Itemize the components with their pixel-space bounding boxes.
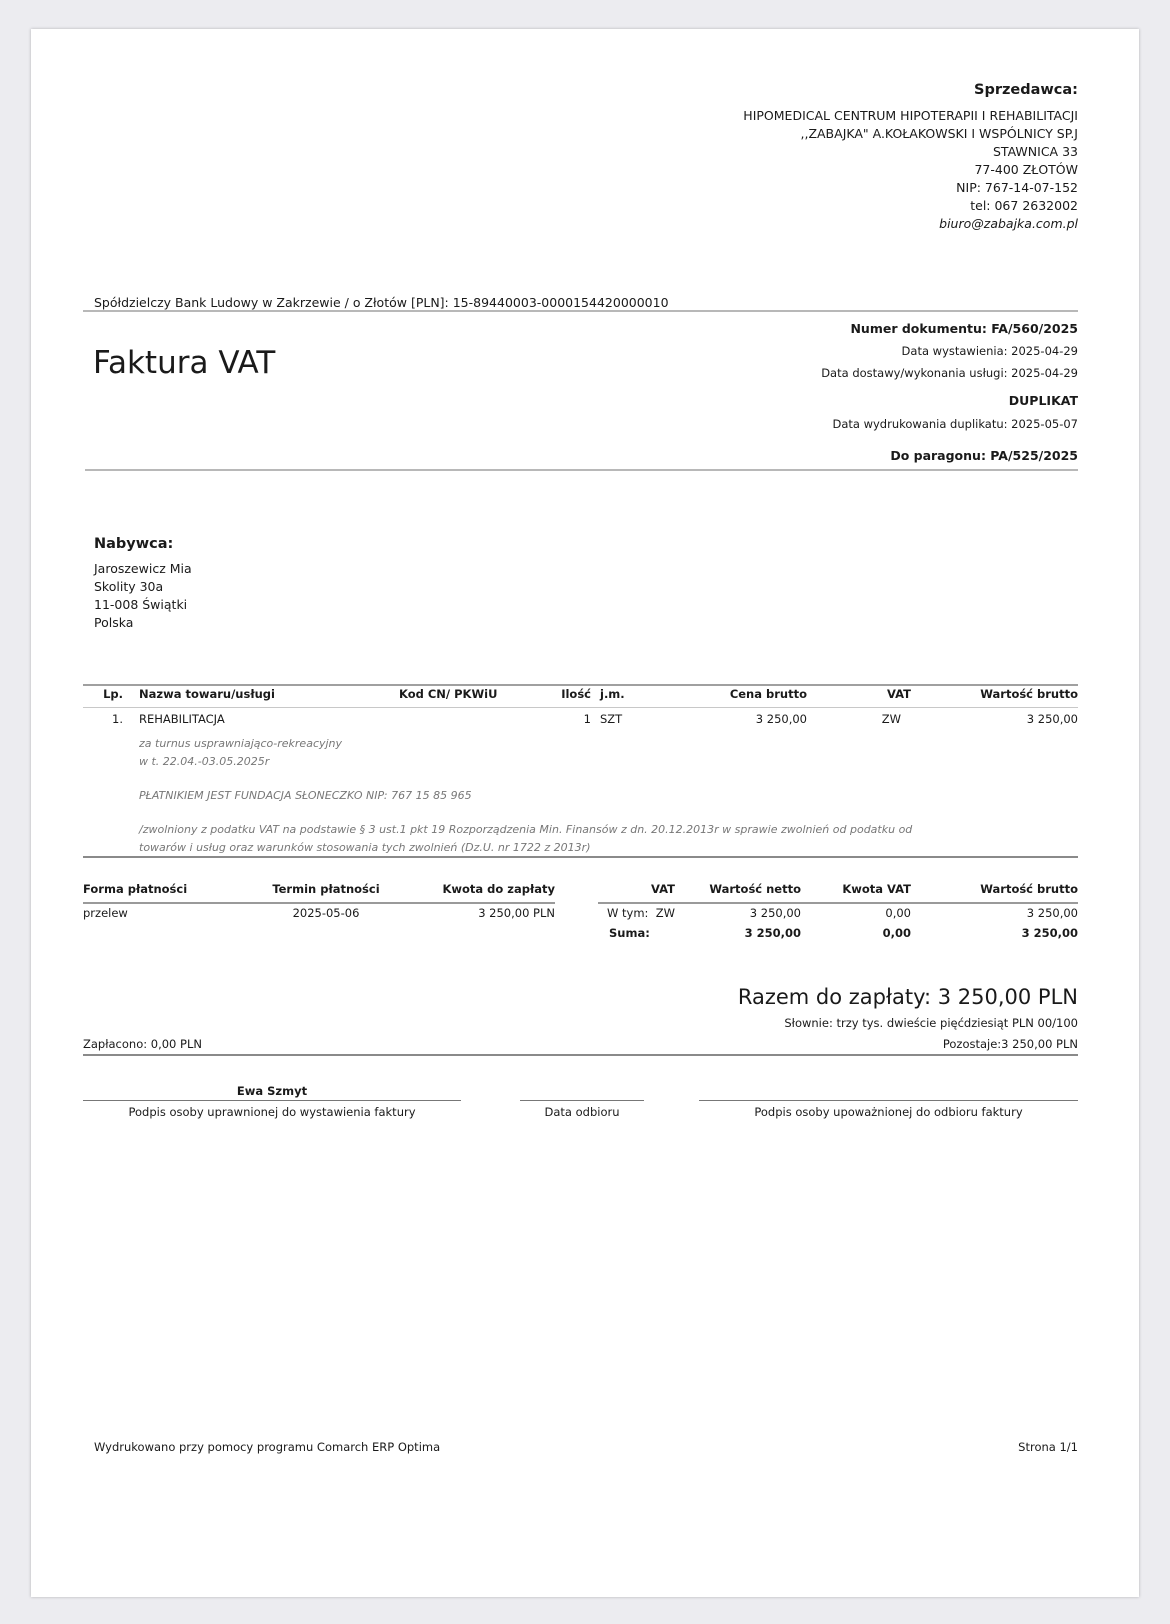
vat-sum-gross: 3 250,00: [1021, 926, 1078, 940]
issuer-name: Ewa Szmyt: [236, 1084, 308, 1098]
item-unit: SZT: [600, 712, 623, 726]
table-top-rule: [83, 684, 1078, 686]
vat-row-label: W tym:: [607, 906, 649, 920]
payment-method: przelew: [83, 906, 128, 920]
seller-line: ,,ZABAJKA" A.KOŁAKOWSKI I WSPÓLNICY SP.J: [800, 126, 1078, 141]
vat-row-rate: ZW: [655, 906, 675, 920]
col-header-lp: Lp.: [103, 687, 123, 701]
item-value: 3 250,00: [1026, 712, 1078, 726]
vat-amount-header: Kwota VAT: [842, 882, 911, 896]
seller-line: tel: 067 2632002: [970, 198, 1078, 213]
signature-line: [83, 1100, 461, 1101]
col-header-value: Wartość brutto: [980, 687, 1078, 701]
seller-block: [478, 81, 1078, 233]
divider: [83, 1054, 1078, 1056]
item-lp: 1.: [112, 712, 123, 726]
receipt-reference: Do paragonu: PA/525/2025: [890, 448, 1078, 463]
payment-rule: [83, 902, 555, 904]
receipt-date-caption: Data odbioru: [544, 1105, 620, 1119]
document-title: Faktura VAT: [93, 345, 276, 381]
vat-row-amount: 0,00: [885, 906, 911, 920]
seller-line: NIP: 767-14-07-152: [956, 180, 1078, 195]
col-header-vat: VAT: [887, 687, 911, 701]
col-header-price: Cena brutto: [729, 687, 807, 701]
table-bottom-rule: [83, 856, 1078, 858]
divider: [83, 310, 1078, 312]
invoice-page: [31, 29, 1139, 1597]
footer-page-number: Strona 1/1: [1018, 1440, 1078, 1454]
item-note: PŁATNIKIEM JEST FUNDACJA SŁONECZKO NIP: 767 15 85 965: [139, 789, 472, 802]
buyer-line: 11-008 Świątki: [94, 597, 188, 612]
col-header-name: Nazwa towaru/usługi: [139, 687, 275, 701]
duplicate-print-date: Data wydrukowania duplikatu: 2025-05-07: [832, 417, 1078, 431]
item-note: towarów i usług oraz warunków stosowania tych zwolnień (Dz.U. nr 1722 z 2013r): [139, 841, 591, 854]
payment-amount: 3 250,00 PLN: [478, 906, 555, 920]
vat-row-net: 3 250,00: [749, 906, 801, 920]
buyer-heading: Nabywca:: [94, 536, 174, 552]
table-header-rule: [83, 707, 1078, 708]
seller-email-link[interactable]: biuro@zabajka.com.pl: [939, 216, 1078, 231]
paid-amount: Zapłacono: 0,00 PLN: [83, 1037, 202, 1051]
buyer-line: Jaroszewicz Mia: [94, 561, 192, 576]
col-header-code: Kod CN/ PKWiU: [399, 687, 498, 701]
bank-account: Spółdzielczy Bank Ludowy w Zakrzewie / o Złotów [PLN]: 15-89440003-0000154420000010: [94, 295, 669, 310]
seller-line: HIPOMEDICAL CENTRUM HIPOTERAPII I REHABILITACJI: [743, 108, 1078, 123]
seller-line: 77-400 ZŁOTÓW: [974, 162, 1078, 177]
col-header-qty: Ilość: [561, 687, 591, 701]
document-number: Numer dokumentu: FA/560/2025: [850, 321, 1078, 336]
item-price: 3 250,00: [755, 712, 807, 726]
item-note: w t. 22.04.-03.05.2025r: [139, 755, 270, 768]
item-name: REHABILITACJA: [139, 712, 225, 726]
net-header: Wartość netto: [709, 882, 801, 896]
vat-sum-label: Suma:: [609, 926, 650, 940]
item-note: /zwolniony z podatku VAT na podstawie § 3 ust.1 pkt 19 Rozporządzenia Min. Finansów z dn. 20.12.2013r w sprawie zwolnień od podatku od: [139, 823, 913, 836]
item-qty: 1: [583, 712, 591, 726]
seller-heading: Sprzedawca:: [974, 82, 1078, 98]
payment-method-header: Forma płatności: [83, 882, 188, 896]
buyer-line: Polska: [94, 615, 134, 630]
remaining-amount: Pozostaje:3 250,00 PLN: [942, 1037, 1078, 1051]
divider: [85, 469, 1078, 471]
payment-amount-header: Kwota do zapłaty: [442, 882, 555, 896]
payment-due: 2025-05-06: [292, 906, 360, 920]
vat-row-gross: 3 250,00: [1026, 906, 1078, 920]
issue-date: Data wystawienia: 2025-04-29: [901, 344, 1078, 358]
buyer-block: [94, 535, 192, 632]
vat-summary-rule: [598, 902, 1078, 904]
signature-line: [520, 1100, 644, 1101]
delivery-date: Data dostawy/wykonania usługi: 2025-04-29: [821, 366, 1078, 380]
item-vat: ZW: [881, 712, 901, 726]
gross-header: Wartość brutto: [980, 882, 1078, 896]
footer-printed-by: Wydrukowano przy pomocy programu Comarch ERP Optima: [94, 1440, 441, 1454]
signature-line: [699, 1100, 1078, 1101]
vat-sum-net: 3 250,00: [744, 926, 801, 940]
seller-line: STAWNICA 33: [992, 144, 1078, 159]
vat-sum-amount: 0,00: [882, 926, 911, 940]
duplicate-label: DUPLIKAT: [1008, 393, 1078, 408]
vat-header: VAT: [651, 882, 675, 896]
payment-due-header: Termin płatności: [272, 882, 380, 896]
total-to-pay: Razem do zapłaty: 3 250,00 PLN: [737, 985, 1078, 1009]
buyer-line: Skolity 30a: [94, 579, 164, 594]
receiver-signature-caption: Podpis osoby upoważnionej do odbioru faktury: [754, 1105, 1023, 1119]
issuer-signature-caption: Podpis osoby uprawnionej do wystawienia faktury: [128, 1105, 416, 1119]
col-header-unit: j.m.: [600, 687, 625, 701]
amount-in-words: Słownie: trzy tys. dwieście pięćdziesiąt PLN 00/100: [784, 1016, 1078, 1030]
item-note: za turnus usprawniająco-rekreacyjny: [139, 737, 343, 750]
